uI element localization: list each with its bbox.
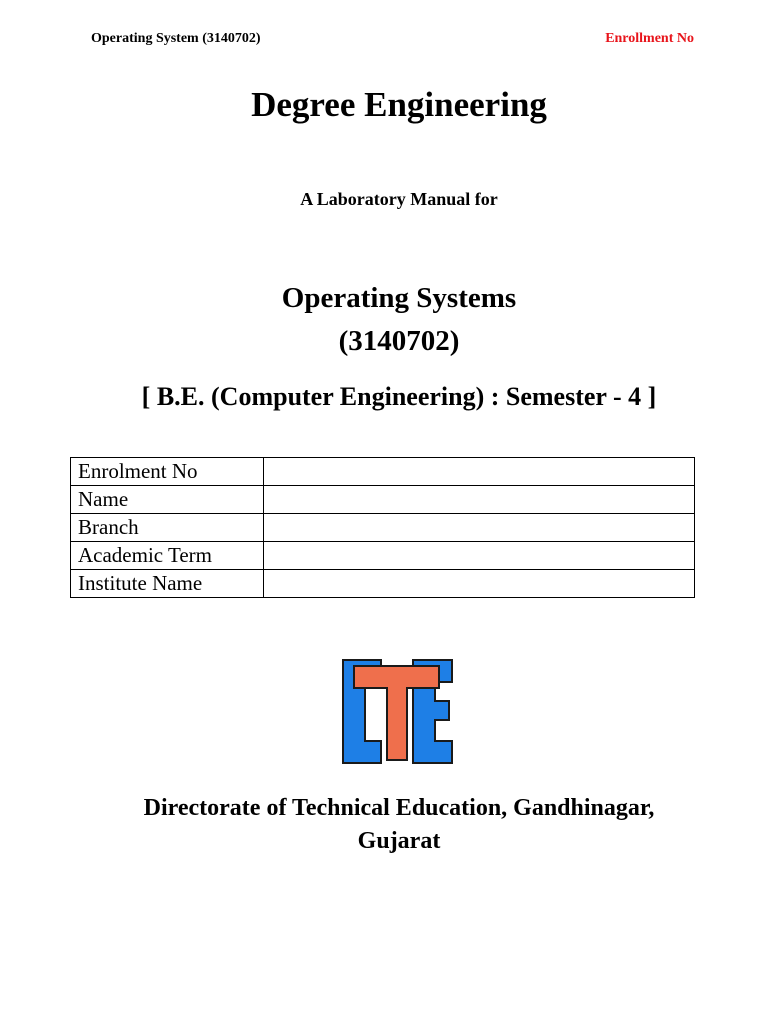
dte-logo-icon (341, 658, 454, 765)
row-label-institute-name: Institute Name (71, 570, 264, 598)
header-course-title: Operating System (3140702) (91, 31, 261, 46)
issuing-authority-state: Gujarat (357, 828, 441, 854)
program-semester: [ B.E. (Computer Engineering) : Semester - 4 ] (141, 382, 657, 411)
subject-title: Operating Systems (281, 282, 517, 314)
issuing-authority: Directorate of Technical Education, Gandhinagar, (143, 795, 655, 821)
table-row (71, 570, 695, 598)
academic-term-value-field[interactable] (264, 542, 695, 570)
table-row (71, 458, 695, 486)
table-row (71, 542, 695, 570)
table-row (71, 486, 695, 514)
row-label-academic-term: Academic Term (71, 542, 264, 570)
student-info-table (70, 457, 695, 598)
row-label-name: Name (71, 486, 264, 514)
table-row (71, 514, 695, 542)
row-label-branch: Branch (71, 514, 264, 542)
name-value-field[interactable] (264, 486, 695, 514)
page-title: Degree Engineering (251, 85, 547, 124)
institute-name-value-field[interactable] (264, 570, 695, 598)
manual-subtitle: A Laboratory Manual for (300, 189, 498, 209)
enrolment-value-field[interactable] (264, 458, 695, 486)
row-label-enrolment: Enrolment No (71, 458, 264, 486)
branch-value-field[interactable] (264, 514, 695, 542)
subject-code: (3140702) (338, 325, 460, 357)
header-enrollment-label: Enrollment No (605, 31, 694, 46)
